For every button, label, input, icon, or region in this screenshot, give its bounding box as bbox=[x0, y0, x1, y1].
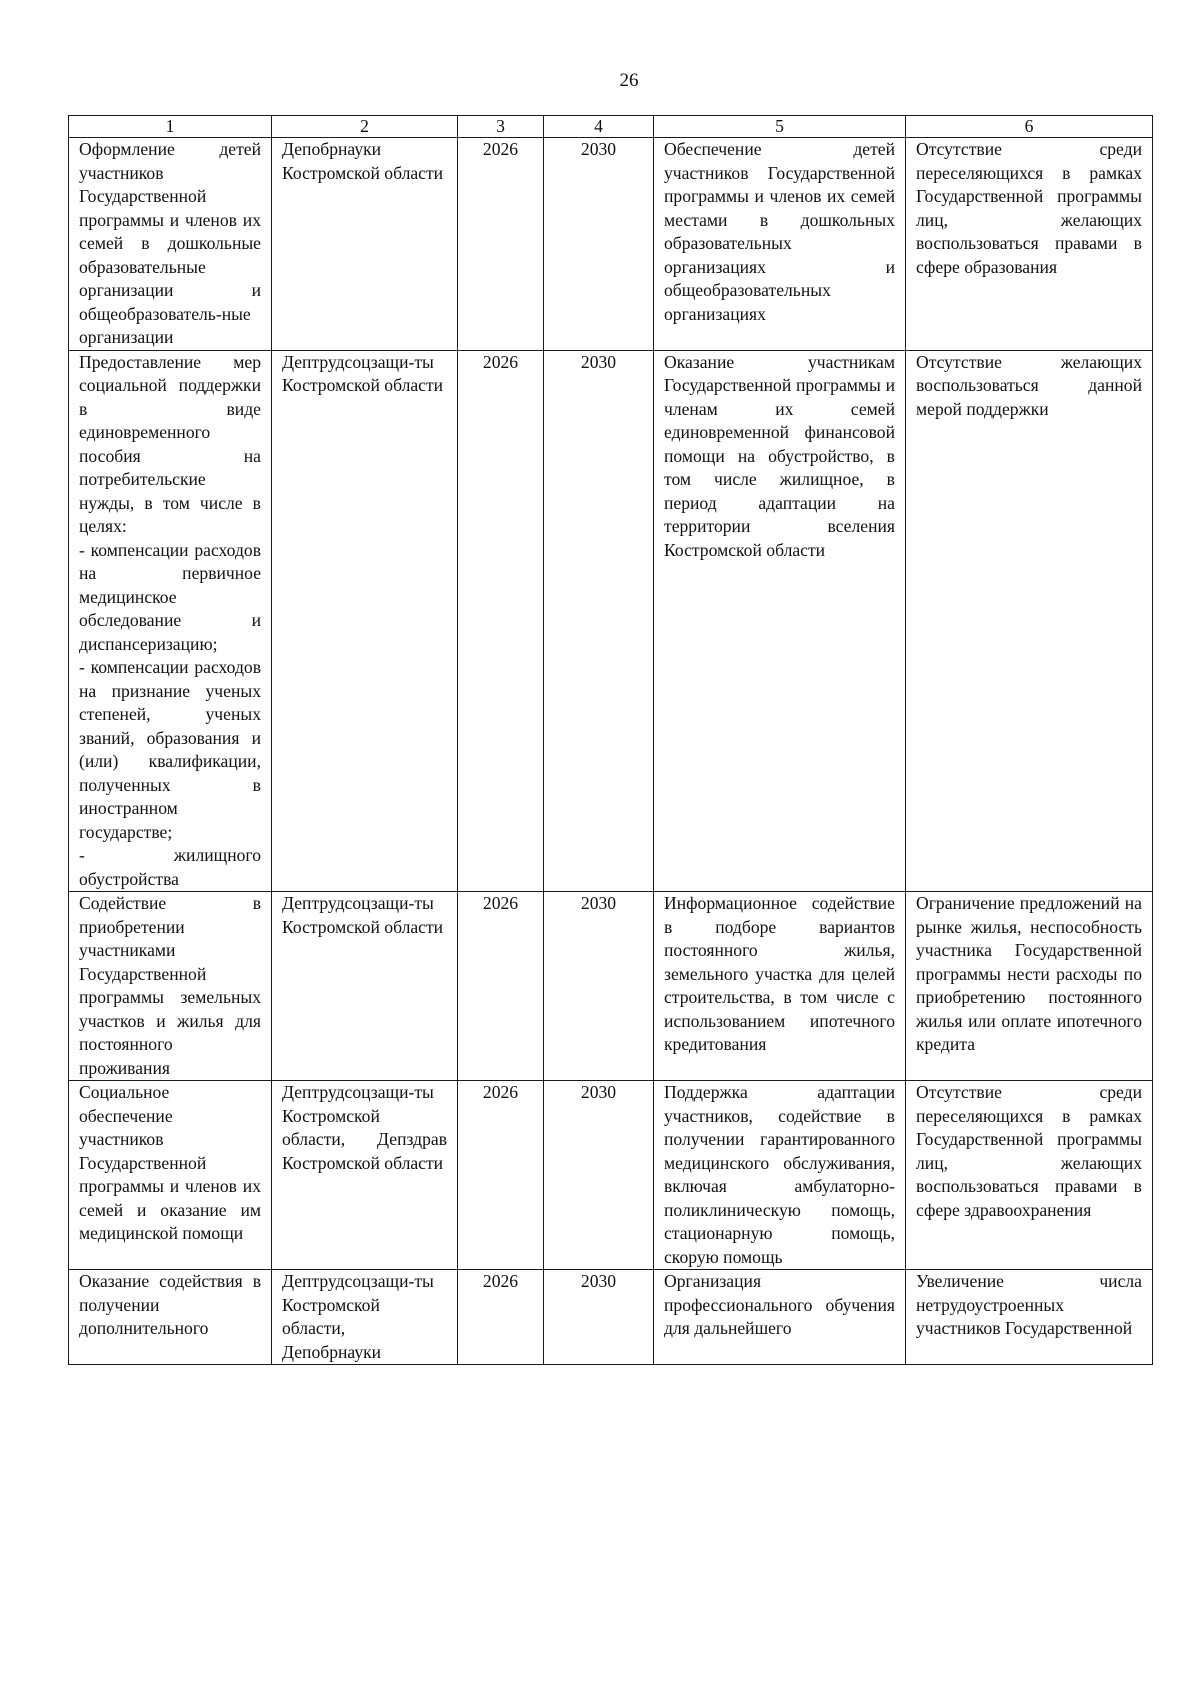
end-year-cell: 2030 bbox=[544, 350, 654, 892]
start-year-cell: 2026 bbox=[458, 350, 544, 892]
measure-cell: Предоставление мер социальной поддержки в виде единовременного пособия на потребительские нужды, в том числе в целях: - компенсации расходов на первичное медицинское обследование и диспансеризацию; - компенсации расходов на признание ученых степеней, ученых званий, образования и (или) квалификации, полученных в иностранном государстве; - жилищного обустройства bbox=[69, 350, 272, 892]
executor-cell: Дептрудсоцзащи-ты Костромской области, Депздрав Костромской области bbox=[272, 1081, 458, 1270]
page-number: 26 bbox=[619, 70, 639, 91]
measure-cell: Содействие в приобретении участниками Государственной программы земельных участков и жилья для постоянного проживания bbox=[69, 892, 272, 1081]
column-header-1: 1 bbox=[69, 116, 272, 138]
column-header-4: 4 bbox=[544, 116, 654, 138]
column-header-3: 3 bbox=[458, 116, 544, 138]
table-row bbox=[69, 1270, 1153, 1365]
end-year-cell: 2030 bbox=[544, 1270, 654, 1365]
column-number-header-row bbox=[69, 116, 1153, 138]
table-row bbox=[69, 138, 1153, 351]
executor-cell: Дептрудсоцзащи-ты Костромской области bbox=[272, 350, 458, 892]
risks-cell: Отсутствие желающих воспользоваться данной мерой поддержки bbox=[906, 350, 1153, 892]
measure-cell: Социальное обеспечение участников Государственной программы и членов их семей и оказание им медицинской помощи bbox=[69, 1081, 272, 1270]
measure-cell: Оказание содействия в получении дополнительного bbox=[69, 1270, 272, 1365]
end-year-cell: 2030 bbox=[544, 1081, 654, 1270]
column-header-6: 6 bbox=[906, 116, 1153, 138]
column-header-2: 2 bbox=[272, 116, 458, 138]
end-year-cell: 2030 bbox=[544, 892, 654, 1081]
risks-cell: Отсутствие среди переселяющихся в рамках Государственной программы лиц, желающих воспользоваться правами в сфере образования bbox=[906, 138, 1153, 351]
measure-cell: Оформление детей участников Государственной программы и членов их семей в дошкольные образовательные организации и общеобразователь-ные организации bbox=[69, 138, 272, 351]
expected-result-cell: Оказание участникам Государственной программы и членам их семей единовременной финансовой помощи на обустройство, в том числе жилищное, в период адаптации на территории вселения Костромской области bbox=[654, 350, 906, 892]
start-year-cell: 2026 bbox=[458, 1270, 544, 1365]
column-header-5: 5 bbox=[654, 116, 906, 138]
expected-result-cell: Информационное содействие в подборе вариантов постоянного жилья, земельного участка для целей строительства, в том числе с использованием ипотечного кредитования bbox=[654, 892, 906, 1081]
start-year-cell: 2026 bbox=[458, 1081, 544, 1270]
risks-cell: Ограничение предложений на рынке жилья, неспособность участника Государственной программы нести расходы по приобретению постоянного жилья или оплате ипотечного кредита bbox=[906, 892, 1153, 1081]
risks-cell: Увеличение числа нетрудоустроенных участников Государственной bbox=[906, 1270, 1153, 1365]
table-row bbox=[69, 350, 1153, 892]
expected-result-cell: Поддержка адаптации участников, содействие в получении гарантированного медицинского обслуживания, включая амбулаторно-поликлиническую помощь, стационарную помощь, скорую помощь bbox=[654, 1081, 906, 1270]
executor-cell: Дептрудсоцзащи-ты Костромской области, Депобрнауки bbox=[272, 1270, 458, 1365]
expected-result-cell: Обеспечение детей участников Государственной программы и членов их семей местами в дошкольных образовательных организациях и общеобразовательных организациях bbox=[654, 138, 906, 351]
table-row bbox=[69, 892, 1153, 1081]
risks-cell: Отсутствие среди переселяющихся в рамках Государственной программы лиц, желающих воспользоваться правами в сфере здравоохранения bbox=[906, 1081, 1153, 1270]
start-year-cell: 2026 bbox=[458, 892, 544, 1081]
program-measures-table bbox=[68, 115, 1153, 1365]
executor-cell: Депобрнауки Костромской области bbox=[272, 138, 458, 351]
table-row bbox=[69, 1081, 1153, 1270]
executor-cell: Дептрудсоцзащи-ты Костромской области bbox=[272, 892, 458, 1081]
expected-result-cell: Организация профессионального обучения для дальнейшего bbox=[654, 1270, 906, 1365]
start-year-cell: 2026 bbox=[458, 138, 544, 351]
end-year-cell: 2030 bbox=[544, 138, 654, 351]
